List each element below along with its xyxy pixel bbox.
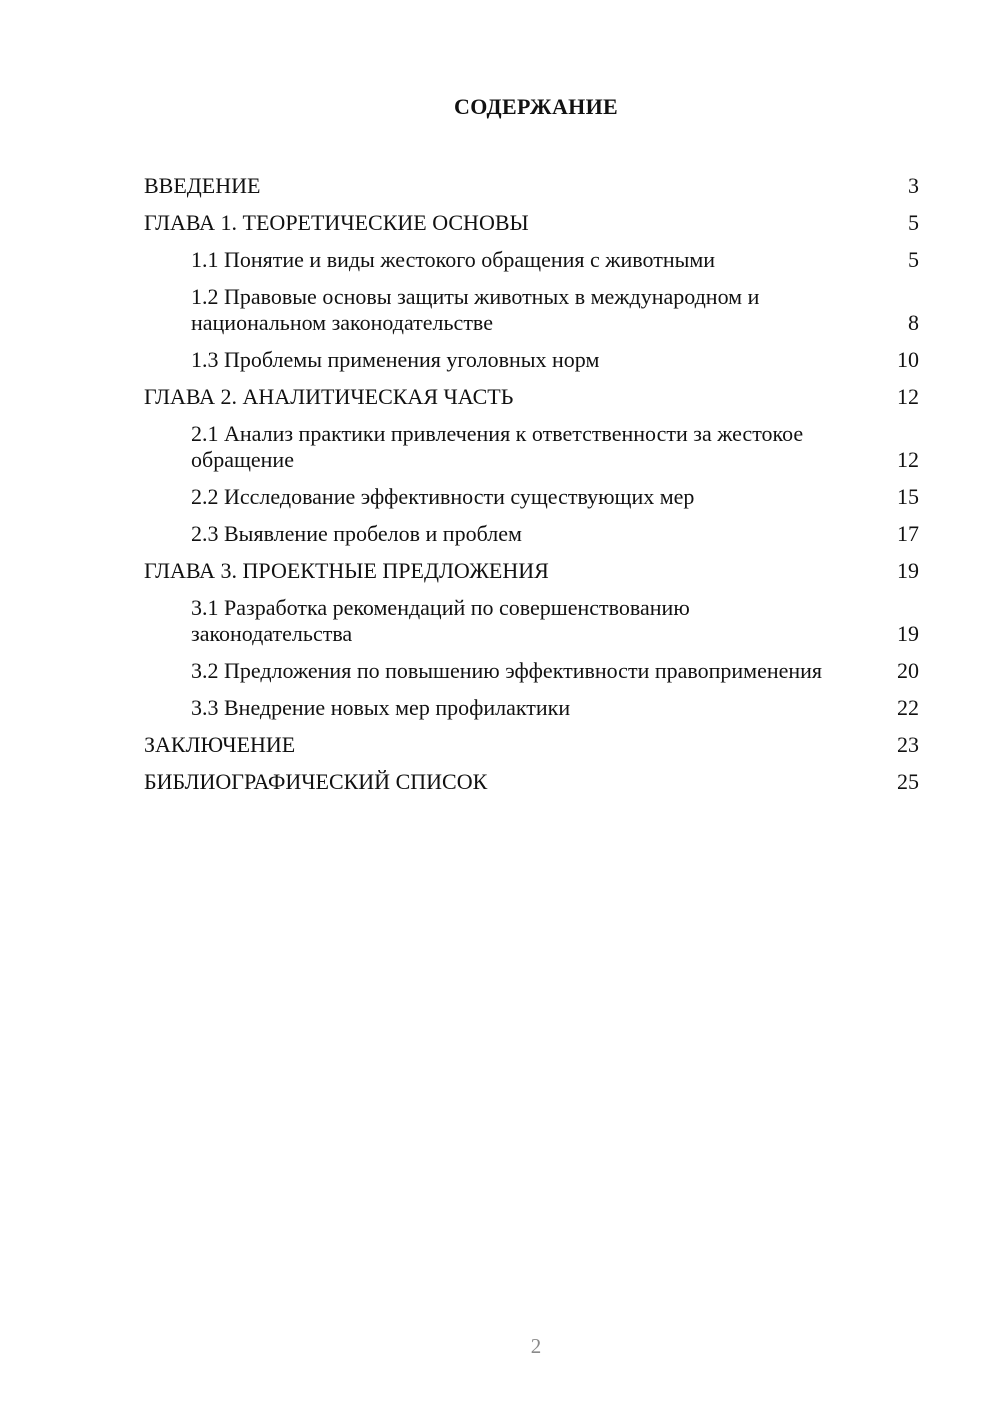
toc-item-page: 15 (897, 484, 919, 509)
toc-item-section-1-2[interactable] (144, 279, 919, 342)
toc-item-section-1-3[interactable] (144, 342, 919, 379)
toc-item-page: 19 (897, 558, 919, 583)
toc-item-section-3-2[interactable] (144, 653, 919, 690)
toc-item-page: 5 (908, 210, 919, 235)
table-of-contents (144, 168, 919, 801)
toc-item-chapter-3[interactable] (144, 553, 919, 590)
toc-item-label: 1.2 Правовые основы защиты животных в международном и национальном законодательстве (191, 284, 760, 335)
toc-item-label: 2.2 Исследование эффективности существующих мер (191, 484, 695, 509)
toc-item-page: 25 (897, 769, 919, 794)
page-number: 2 (530, 1334, 542, 1358)
toc-item-section-3-3[interactable] (144, 690, 919, 727)
toc-item-label: 2.1 Анализ практики привлечения к ответственности за жестокое обращение (191, 421, 804, 472)
toc-item-page: 12 (897, 384, 919, 409)
toc-item-section-2-2[interactable] (144, 479, 919, 516)
toc-item-page: 5 (908, 247, 919, 272)
toc-item-page: 20 (897, 658, 919, 683)
toc-item-section-2-1[interactable] (144, 416, 919, 479)
toc-item-section-2-3[interactable] (144, 516, 919, 553)
toc-item-page: 3 (908, 173, 919, 198)
toc-item-label: 3.1 Разработка рекомендаций по совершенствованию законодательства (191, 595, 690, 646)
toc-item-page: 12 (897, 447, 919, 472)
toc-item-bibliography[interactable] (144, 764, 919, 801)
toc-item-label: ГЛАВА 3. ПРОЕКТНЫЕ ПРЕДЛОЖЕНИЯ (144, 558, 549, 583)
toc-item-label: 3.3 Внедрение новых мер профилактики (191, 695, 571, 720)
toc-item-label: ЗАКЛЮЧЕНИЕ (144, 732, 296, 757)
toc-item-chapter-1[interactable] (144, 205, 919, 242)
toc-item-label: ВВЕДЕНИЕ (144, 173, 261, 198)
toc-item-label: БИБЛИОГРАФИЧЕСКИЙ СПИСОК (144, 769, 488, 794)
toc-item-label: 3.2 Предложения по повышению эффективности правоприменения (191, 658, 823, 683)
toc-item-label: 2.3 Выявление пробелов и проблем (191, 521, 522, 546)
toc-item-introduction[interactable] (144, 168, 919, 205)
toc-item-page: 10 (897, 347, 919, 372)
toc-item-chapter-2[interactable] (144, 379, 919, 416)
toc-item-label: ГЛАВА 1. ТЕОРЕТИЧЕСКИЕ ОСНОВЫ (144, 210, 529, 235)
toc-item-conclusion[interactable] (144, 727, 919, 764)
toc-item-page: 22 (897, 695, 919, 720)
toc-item-section-3-1[interactable] (144, 590, 919, 653)
toc-item-page: 17 (897, 521, 919, 546)
toc-item-section-1-1[interactable] (144, 242, 919, 279)
toc-item-page: 23 (897, 732, 919, 757)
page-title: СОДЕРЖАНИЕ (454, 94, 618, 119)
toc-item-label: 1.3 Проблемы применения уголовных норм (191, 347, 600, 372)
toc-item-label: 1.1 Понятие и виды жестокого обращения с животными (191, 247, 716, 272)
toc-item-page: 8 (908, 310, 919, 335)
toc-item-page: 19 (897, 621, 919, 646)
toc-item-label: ГЛАВА 2. АНАЛИТИЧЕСКАЯ ЧАСТЬ (144, 384, 514, 409)
